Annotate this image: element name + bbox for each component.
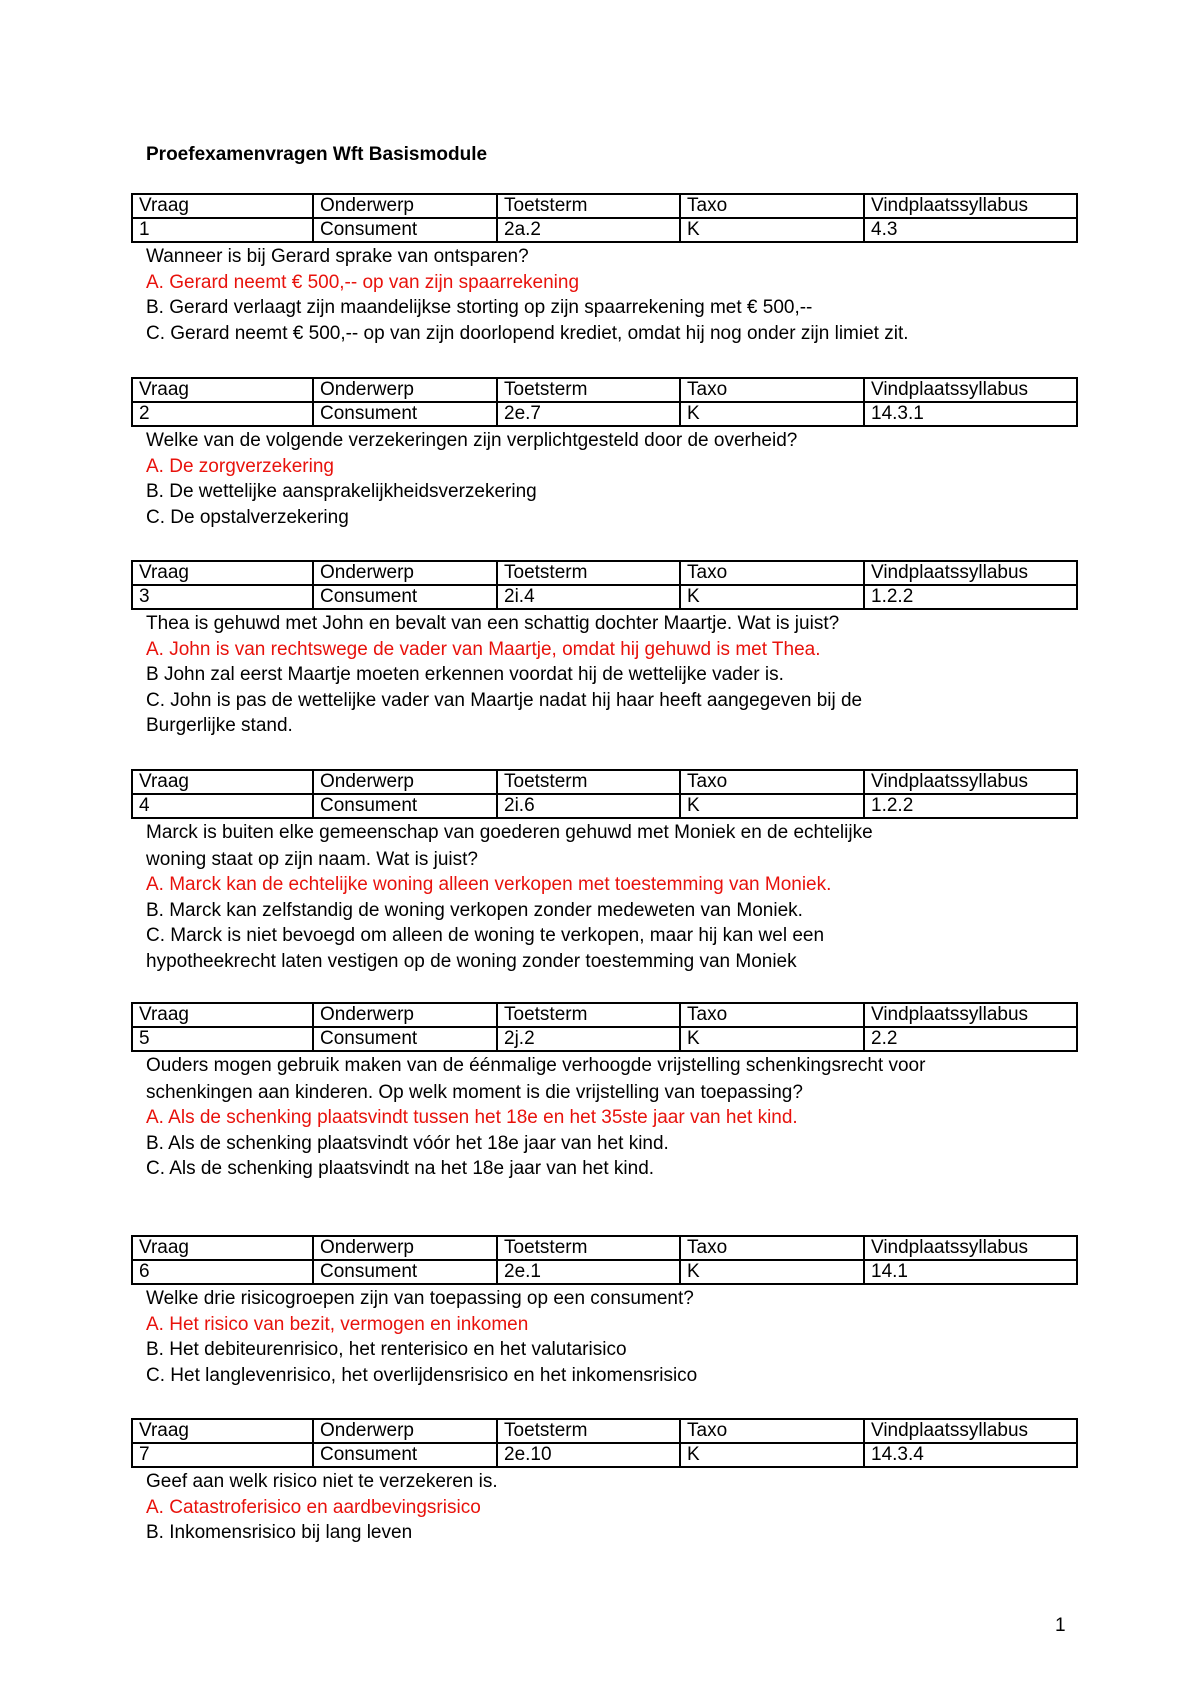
meta-cell: Consument — [313, 1027, 497, 1051]
header-cell: Vraag — [132, 378, 313, 402]
meta-cell: 4 — [132, 794, 313, 818]
question-block — [131, 769, 1076, 974]
question-block — [131, 1002, 1076, 1182]
answer-option: B. Gerard verlaagt zijn maandelijkse storting op zijn spaarrekening met € 500,-- — [146, 297, 813, 318]
meta-cell: 1 — [132, 218, 313, 242]
header-cell: Toetsterm — [497, 1003, 680, 1027]
answer-option: hypotheekrecht laten vestigen op de woning zonder toestemming van Moniek — [146, 950, 797, 972]
meta-cell: 2i.4 — [497, 585, 680, 609]
header-cell: Taxo — [680, 561, 864, 585]
question-text: schenkingen aan kinderen. Op welk moment is die vrijstelling van toepassing? — [146, 1081, 803, 1103]
header-cell: Onderwerp — [313, 1419, 497, 1443]
answer-option-correct: A. John is van rechtswege de vader van Maartje, omdat hij gehuwd is met Thea. — [146, 638, 821, 660]
meta-cell: K — [680, 1260, 864, 1284]
header-cell: Vindplaatssyllabus — [864, 1236, 1077, 1260]
header-cell: Onderwerp — [313, 770, 497, 794]
meta-cell: K — [680, 218, 864, 242]
meta-cell: K — [680, 402, 864, 426]
meta-cell: 1.2.2 — [864, 794, 1077, 818]
meta-cell: 14.3.4 — [864, 1443, 1077, 1467]
header-cell: Vindplaatssyllabus — [864, 1003, 1077, 1027]
question-meta-table — [131, 1235, 1078, 1285]
meta-cell: K — [680, 1027, 864, 1051]
page-number: 1 — [1055, 1615, 1066, 1636]
question-block — [131, 560, 1076, 739]
header-cell: Onderwerp — [313, 1003, 497, 1027]
meta-cell: Consument — [313, 218, 497, 242]
question-text: Thea is gehuwd met John en bevalt van een schattig dochter Maartje. Wat is juist? — [146, 613, 840, 634]
meta-cell: K — [680, 1443, 864, 1467]
answer-option-correct: A. Marck kan de echtelijke woning alleen verkopen met toestemming van Moniek. — [146, 874, 832, 895]
answer-option: Burgerlijke stand. — [146, 715, 293, 736]
answer-option: C. Het langlevenrisico, het overlijdensrisico en het inkomensrisico — [146, 1364, 698, 1386]
question-block — [131, 193, 1076, 346]
header-cell: Taxo — [680, 1419, 864, 1443]
meta-cell: Consument — [313, 402, 497, 426]
question-text: woning staat op zijn naam. Wat is juist? — [146, 848, 478, 870]
header-cell: Vindplaatssyllabus — [864, 378, 1077, 402]
table-row — [132, 1027, 1077, 1051]
meta-cell: 3 — [132, 585, 313, 609]
table-row — [132, 1260, 1077, 1284]
header-cell: Onderwerp — [313, 1236, 497, 1260]
table-header-row — [132, 770, 1077, 794]
header-cell: Taxo — [680, 1003, 864, 1027]
table-row — [132, 585, 1077, 609]
answer-option: B. Marck kan zelfstandig de woning verkopen zonder medeweten van Moniek. — [146, 899, 803, 921]
meta-cell: Consument — [313, 1443, 497, 1467]
header-cell: Taxo — [680, 770, 864, 794]
answer-option: C. John is pas de wettelijke vader van Maartje nadat hij haar heeft aangegeven bij de — [146, 689, 863, 711]
header-cell: Vraag — [132, 1003, 313, 1027]
question-meta-table — [131, 193, 1078, 243]
question-block — [131, 377, 1076, 530]
question-text: Wanneer is bij Gerard sprake van ontsparen? — [146, 246, 529, 267]
meta-cell: 2 — [132, 402, 313, 426]
meta-cell: 2e.10 — [497, 1443, 680, 1467]
table-header-row — [132, 1236, 1077, 1260]
meta-cell: 1.2.2 — [864, 585, 1077, 609]
header-cell: Onderwerp — [313, 561, 497, 585]
answer-option: B John zal eerst Maartje moeten erkennen voordat hij de wettelijke vader is. — [146, 664, 784, 685]
header-cell: Vindplaatssyllabus — [864, 561, 1077, 585]
meta-cell: 5 — [132, 1027, 313, 1051]
meta-cell: 2.2 — [864, 1027, 1077, 1051]
header-cell: Toetsterm — [497, 770, 680, 794]
answer-option-correct: A. Gerard neemt € 500,-- op van zijn spaarrekening — [146, 271, 580, 293]
meta-cell: 2e.1 — [497, 1260, 680, 1284]
question-meta-table — [131, 560, 1078, 610]
header-cell: Taxo — [680, 378, 864, 402]
question-text: Welke drie risicogroepen zijn van toepassing op een consument? — [146, 1288, 694, 1309]
meta-cell: 14.1 — [864, 1260, 1077, 1284]
meta-cell: 2i.6 — [497, 794, 680, 818]
header-cell: Toetsterm — [497, 1236, 680, 1260]
header-cell: Vraag — [132, 770, 313, 794]
question-text: Ouders mogen gebruik maken van de éénmalige verhoogde vrijstelling schenkingsrecht voor — [146, 1055, 926, 1076]
answer-option-correct: A. Als de schenking plaatsvindt tussen het 18e en het 35ste jaar van het kind. — [146, 1107, 798, 1128]
meta-cell: 2e.7 — [497, 402, 680, 426]
header-cell: Toetsterm — [497, 194, 680, 218]
question-meta-table — [131, 769, 1078, 819]
header-cell: Toetsterm — [497, 561, 680, 585]
question-text: Marck is buiten elke gemeenschap van goederen gehuwd met Moniek en de echtelijke — [146, 822, 873, 843]
table-header-row — [132, 561, 1077, 585]
table-row — [132, 1443, 1077, 1467]
header-cell: Taxo — [680, 1236, 864, 1260]
question-text: Geef aan welk risico niet te verzekeren is. — [146, 1471, 498, 1492]
header-cell: Vraag — [132, 1236, 313, 1260]
meta-cell: 2a.2 — [497, 218, 680, 242]
answer-option: B. Inkomensrisico bij lang leven — [146, 1522, 413, 1543]
page-title: Proefexamenvragen Wft Basismodule — [146, 144, 488, 165]
header-cell: Vindplaatssyllabus — [864, 770, 1077, 794]
answer-option: B. Als de schenking plaatsvindt vóór het 18e jaar van het kind. — [146, 1132, 669, 1154]
header-cell: Toetsterm — [497, 1419, 680, 1443]
meta-cell: 2j.2 — [497, 1027, 680, 1051]
table-row — [132, 218, 1077, 242]
question-text: Welke van de volgende verzekeringen zijn verplichtgesteld door de overheid? — [146, 430, 798, 451]
header-cell: Vindplaatssyllabus — [864, 1419, 1077, 1443]
meta-cell: 6 — [132, 1260, 313, 1284]
answer-option-correct: A. De zorgverzekering — [146, 455, 334, 477]
answer-option: B. Het debiteurenrisico, het renterisico en het valutarisico — [146, 1339, 627, 1360]
meta-cell: K — [680, 794, 864, 818]
question-meta-table — [131, 1002, 1078, 1052]
meta-cell: 7 — [132, 1443, 313, 1467]
header-cell: Vraag — [132, 1419, 313, 1443]
header-cell: Vraag — [132, 194, 313, 218]
answer-option: C. De opstalverzekering — [146, 506, 349, 528]
meta-cell: Consument — [313, 1260, 497, 1284]
table-header-row — [132, 194, 1077, 218]
question-block — [131, 1235, 1076, 1388]
answer-option: B. De wettelijke aansprakelijkheidsverzekering — [146, 481, 537, 502]
header-cell: Vindplaatssyllabus — [864, 194, 1077, 218]
header-cell: Vraag — [132, 561, 313, 585]
table-row — [132, 402, 1077, 426]
table-header-row — [132, 378, 1077, 402]
question-block — [131, 1418, 1076, 1546]
meta-cell: 14.3.1 — [864, 402, 1077, 426]
header-cell: Onderwerp — [313, 194, 497, 218]
meta-cell: K — [680, 585, 864, 609]
answer-option-correct: A. Catastroferisico en aardbevingsrisico — [146, 1496, 481, 1518]
question-meta-table — [131, 1418, 1078, 1468]
meta-cell: 4.3 — [864, 218, 1077, 242]
answer-option: C. Gerard neemt € 500,-- op van zijn doorlopend krediet, omdat hij nog onder zijn limiet zit. — [146, 322, 909, 344]
meta-cell: Consument — [313, 794, 497, 818]
table-row — [132, 794, 1077, 818]
meta-cell: Consument — [313, 585, 497, 609]
header-cell: Taxo — [680, 194, 864, 218]
table-header-row — [132, 1003, 1077, 1027]
question-meta-table — [131, 377, 1078, 427]
answer-option: C. Marck is niet bevoegd om alleen de woning te verkopen, maar hij kan wel een — [146, 925, 825, 946]
header-cell: Onderwerp — [313, 378, 497, 402]
answer-option: C. Als de schenking plaatsvindt na het 18e jaar van het kind. — [146, 1158, 655, 1179]
header-cell: Toetsterm — [497, 378, 680, 402]
answer-option-correct: A. Het risico van bezit, vermogen en inkomen — [146, 1313, 529, 1335]
table-header-row — [132, 1419, 1077, 1443]
